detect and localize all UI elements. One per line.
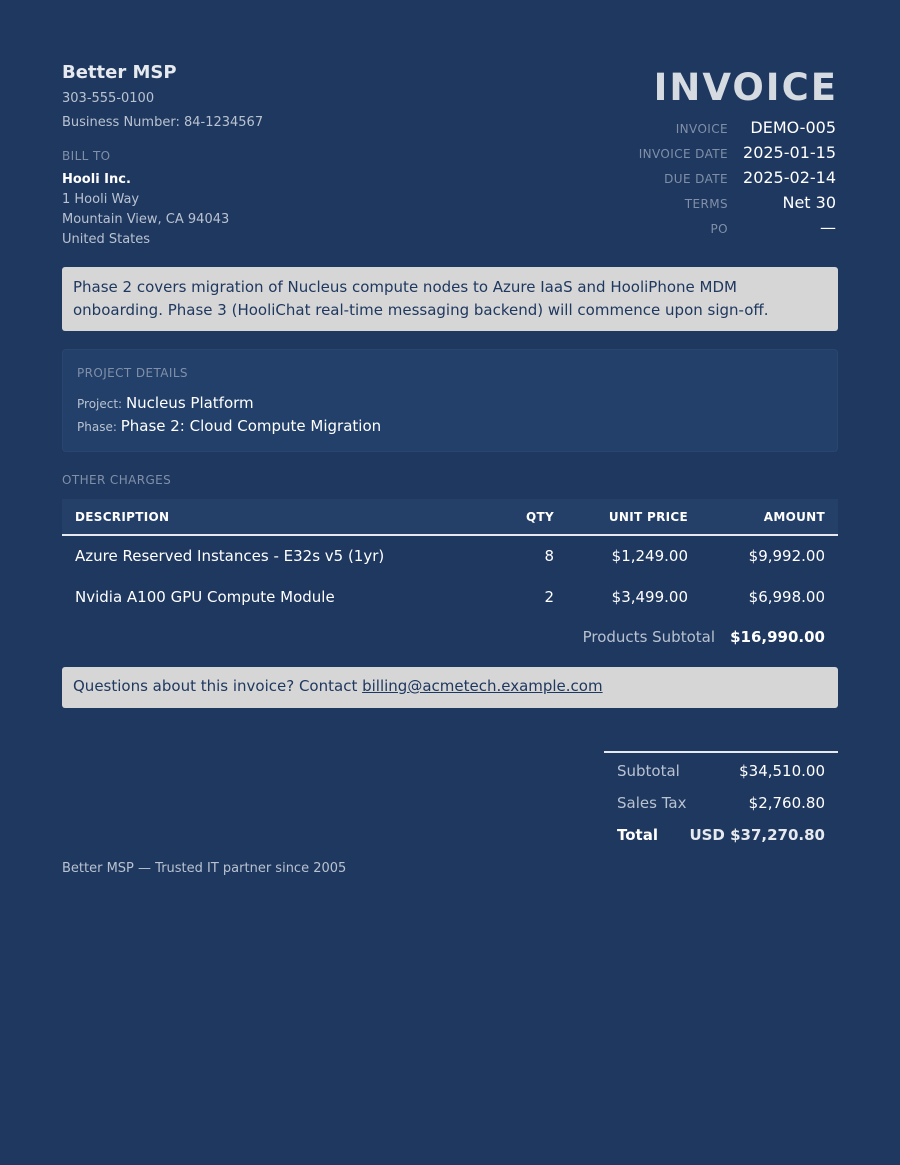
billing-email-link[interactable]: billing@acmetech.example.com	[362, 677, 603, 695]
row-amount: $6,998.00	[748, 588, 825, 606]
sales-tax-value: $2,760.80	[748, 794, 825, 812]
bill-to-address-line: Mountain View, CA 94043	[62, 212, 230, 227]
phase-name: Phase 2: Cloud Compute Migration	[120, 417, 382, 435]
meta-label: PO	[710, 222, 728, 236]
project-details-label: PROJECT DETAILS	[77, 366, 188, 380]
row-qty: 2	[544, 588, 554, 606]
meta-value: Net 30	[782, 193, 836, 212]
row-unit-price: $1,249.00	[611, 547, 688, 565]
products-subtotal-row	[62, 618, 838, 658]
sales-tax-label: Sales Tax	[617, 794, 687, 812]
invoice-page	[62, 62, 838, 876]
invoice-meta	[518, 118, 838, 243]
row-amount: $9,992.00	[748, 547, 825, 565]
meta-value: 2025-01-15	[743, 143, 836, 162]
row-description: Nvidia A100 GPU Compute Module	[75, 588, 335, 606]
totals-summary	[604, 751, 838, 849]
meta-row-terms	[518, 193, 838, 218]
other-charges-label: OTHER CHARGES	[62, 473, 172, 487]
meta-label: DUE DATE	[664, 172, 728, 186]
meta-row-po	[518, 218, 838, 243]
bill-to-label: BILL TO	[62, 149, 111, 163]
sales-tax-row	[604, 785, 838, 817]
company-business-number: Business Number: 84-1234567	[62, 115, 264, 130]
charges-table	[62, 499, 838, 658]
row-description: Azure Reserved Instances - E32s v5 (1yr)	[75, 547, 385, 565]
invoice-header	[62, 62, 838, 262]
subtotal-label: Subtotal	[617, 762, 680, 780]
invoice-note-text: Phase 2 covers migration of Nucleus compute nodes to Azure IaaS and HooliPhone MDM onboarding. Phase 3 (HooliChat real-time messaging backend) will commence upon sign-off.	[73, 278, 769, 319]
row-qty: 8	[544, 547, 554, 565]
row-unit-price: $3,499.00	[611, 588, 688, 606]
grand-total-label: Total	[617, 826, 658, 844]
invoice-title: INVOICE	[653, 66, 838, 109]
project-name: Nucleus Platform	[125, 394, 254, 412]
products-subtotal-label: Products Subtotal	[582, 628, 715, 646]
column-header-amount: AMOUNT	[763, 510, 825, 524]
bill-to-address-line: 1 Hooli Way	[62, 192, 140, 207]
meta-row-invoice-date	[518, 143, 838, 168]
meta-label: TERMS	[684, 197, 728, 211]
invoice-note	[62, 267, 838, 331]
table-header	[62, 499, 838, 536]
subtotal-value: $34,510.00	[739, 762, 825, 780]
bill-to-address-line: United States	[62, 232, 151, 247]
contact-banner	[62, 667, 838, 708]
phase-field-label: Phase:	[77, 420, 117, 434]
meta-label: INVOICE	[675, 122, 728, 136]
footer-tagline: Better MSP — Trusted IT partner since 2005	[62, 861, 347, 876]
project-details-panel	[62, 349, 838, 452]
project-line	[77, 394, 254, 412]
column-header-unit-price: UNIT PRICE	[608, 510, 688, 524]
company-phone: 303-555-0100	[62, 91, 155, 106]
meta-row-due-date	[518, 168, 838, 193]
phase-line	[77, 417, 381, 435]
products-subtotal-value: $16,990.00	[730, 628, 825, 646]
meta-label: INVOICE DATE	[638, 147, 728, 161]
column-header-qty: QTY	[526, 510, 554, 524]
meta-row-invoice-number	[518, 118, 838, 143]
meta-value: DEMO-005	[750, 118, 836, 137]
table-row	[62, 536, 838, 577]
grand-total-row	[604, 817, 838, 849]
meta-value: 2025-02-14	[743, 168, 836, 187]
subtotal-row	[604, 753, 838, 785]
column-header-description: DESCRIPTION	[75, 510, 170, 524]
contact-text: Questions about this invoice? Contact	[73, 677, 363, 695]
company-name: Better MSP	[62, 62, 177, 83]
table-row	[62, 577, 838, 618]
meta-value: —	[820, 218, 836, 237]
bill-to-name: Hooli Inc.	[62, 172, 131, 187]
grand-total-value: USD $37,270.80	[689, 826, 825, 844]
project-field-label: Project:	[77, 397, 123, 411]
